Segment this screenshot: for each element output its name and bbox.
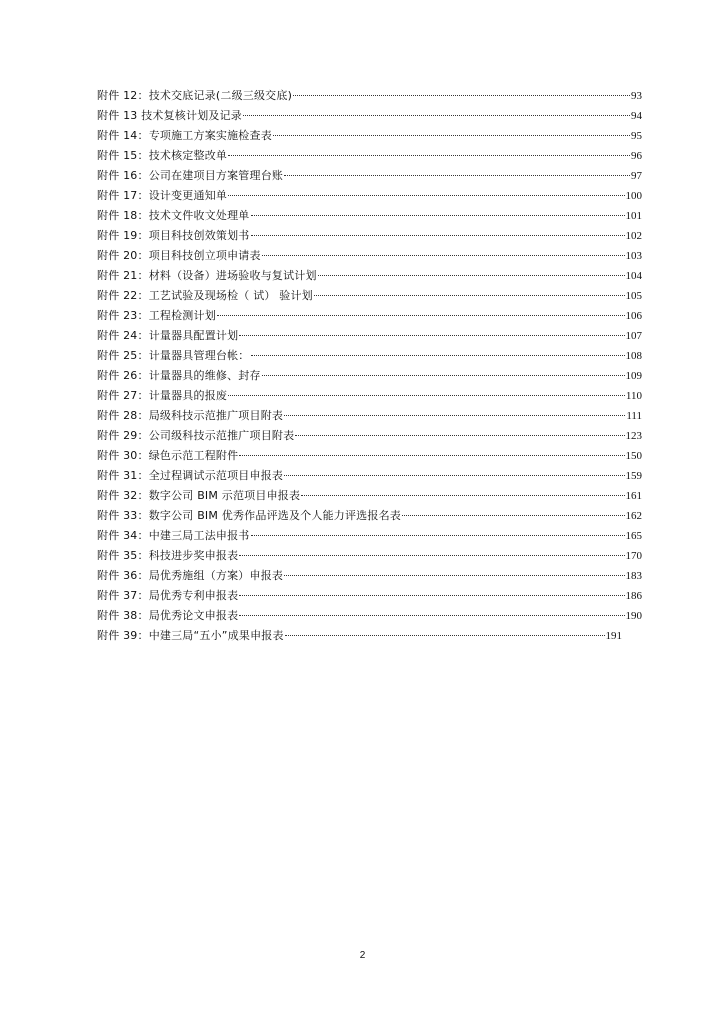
toc-entry[interactable] bbox=[97, 606, 642, 626]
toc-entry[interactable] bbox=[97, 186, 642, 206]
toc-entry-title: 附件 13 技术复核计划及记录 bbox=[97, 109, 242, 122]
toc-entry-title: 附件 25：计量器具管理台帐： bbox=[97, 349, 250, 362]
toc-dot-leader bbox=[239, 614, 624, 616]
toc-dot-leader bbox=[402, 514, 625, 516]
toc-entry-title: 附件 37：局优秀专利申报表 bbox=[97, 589, 239, 602]
toc-entry-title: 附件 23：工程检测计划 bbox=[97, 309, 216, 322]
toc-entry-title: 附件 31：全过程调试示范项目申报表 bbox=[97, 469, 284, 482]
toc-entry[interactable] bbox=[97, 386, 642, 406]
toc-dot-leader bbox=[285, 634, 605, 636]
toc-dot-leader bbox=[239, 594, 624, 596]
toc-dot-leader bbox=[251, 234, 625, 236]
toc-entry-title: 附件 26：计量器具的维修、封存 bbox=[97, 369, 261, 382]
toc-entry-title: 附件 21：材料（设备）进场验收与复试计划 bbox=[97, 269, 317, 282]
toc-dot-leader bbox=[301, 494, 624, 496]
toc-entry-title: 附件 35：科技进步奖申报表 bbox=[97, 549, 239, 562]
toc-entry-page: 109 bbox=[625, 370, 642, 382]
toc-entry-page: 108 bbox=[625, 350, 642, 362]
toc-entry[interactable] bbox=[97, 146, 642, 166]
toc-entry-title: 附件 18：技术文件收文处理单 bbox=[97, 209, 250, 222]
toc-dot-leader bbox=[217, 314, 625, 316]
toc-entry-title: 附件 30：绿色示范工程附件 bbox=[97, 449, 239, 462]
toc-dot-leader bbox=[228, 394, 625, 396]
toc-entry[interactable] bbox=[97, 106, 642, 126]
table-of-contents bbox=[97, 86, 642, 646]
toc-dot-leader bbox=[273, 134, 630, 136]
toc-entry[interactable] bbox=[97, 326, 642, 346]
toc-dot-leader bbox=[284, 414, 625, 416]
toc-entry-title: 附件 19：项目科技创效策划书 bbox=[97, 229, 250, 242]
toc-entry-page: 123 bbox=[625, 430, 642, 442]
toc-entry-page: 150 bbox=[625, 450, 642, 462]
toc-entry-title: 附件 36：局优秀施组（方案）申报表 bbox=[97, 569, 284, 582]
toc-dot-leader bbox=[228, 154, 630, 156]
toc-entry[interactable] bbox=[97, 126, 642, 146]
toc-dot-leader bbox=[318, 274, 625, 276]
toc-entry-page: 110 bbox=[625, 390, 642, 402]
toc-dot-leader bbox=[251, 534, 625, 536]
toc-entry-page: 191 bbox=[605, 630, 622, 642]
toc-entry-title: 附件 24：计量器具配置计划 bbox=[97, 329, 239, 342]
toc-entry[interactable] bbox=[97, 486, 642, 506]
toc-entry-page: 170 bbox=[625, 550, 642, 562]
toc-entry-title: 附件 38：局优秀论文申报表 bbox=[97, 609, 239, 622]
toc-entry-page: 94 bbox=[631, 110, 642, 122]
toc-entry[interactable] bbox=[97, 266, 642, 286]
toc-entry[interactable] bbox=[97, 206, 642, 226]
toc-entry[interactable] bbox=[97, 506, 642, 526]
toc-dot-leader bbox=[314, 294, 625, 296]
toc-entry-title: 附件 17：设计变更通知单 bbox=[97, 189, 228, 202]
toc-dot-leader bbox=[251, 214, 625, 216]
page-number: 2 bbox=[359, 950, 366, 961]
toc-entry-page: 95 bbox=[631, 130, 642, 142]
toc-dot-leader bbox=[262, 254, 625, 256]
toc-entry-title: 附件 22：工艺试验及现场检（ 试） 验计划 bbox=[97, 289, 313, 302]
toc-entry-page: 107 bbox=[625, 330, 642, 342]
toc-entry-page: 93 bbox=[631, 90, 642, 102]
toc-entry-title: 附件 28：局级科技示范推广项目附表 bbox=[97, 409, 284, 422]
toc-entry-page: 96 bbox=[631, 150, 642, 162]
toc-entry[interactable] bbox=[97, 426, 642, 446]
toc-entry-title: 附件 33：数字公司 BIM 优秀作品评选及个人能力评选报名表 bbox=[97, 509, 401, 522]
toc-dot-leader bbox=[239, 334, 624, 336]
toc-entry[interactable] bbox=[97, 86, 642, 106]
toc-dot-leader bbox=[251, 354, 625, 356]
toc-entry-title: 附件 34：中建三局工法申报书 bbox=[97, 529, 250, 542]
toc-entry[interactable] bbox=[97, 566, 642, 586]
toc-entry[interactable] bbox=[97, 626, 622, 646]
toc-dot-leader bbox=[284, 574, 624, 576]
toc-entry[interactable] bbox=[97, 246, 642, 266]
toc-entry-page: 111 bbox=[626, 410, 642, 422]
toc-dot-leader bbox=[295, 434, 624, 436]
toc-dot-leader bbox=[228, 194, 624, 196]
toc-entry-page: 104 bbox=[625, 270, 642, 282]
toc-dot-leader bbox=[284, 174, 630, 176]
toc-dot-leader bbox=[239, 554, 624, 556]
toc-entry-page: 97 bbox=[631, 170, 642, 182]
toc-entry-title: 附件 20：项目科技创立项申请表 bbox=[97, 249, 261, 262]
toc-entry-title: 附件 12：技术交底记录(二级三级交底) bbox=[97, 89, 293, 102]
toc-entry-title: 附件 14：专项施工方案实施检查表 bbox=[97, 129, 272, 142]
toc-entry-page: 183 bbox=[625, 570, 642, 582]
toc-entry-page: 102 bbox=[625, 230, 642, 242]
toc-entry[interactable] bbox=[97, 226, 642, 246]
toc-entry-title: 附件 29：公司级科技示范推广项目附表 bbox=[97, 429, 295, 442]
toc-entry-page: 105 bbox=[625, 290, 642, 302]
toc-dot-leader bbox=[284, 474, 624, 476]
toc-entry-title: 附件 32：数字公司 BIM 示范项目申报表 bbox=[97, 489, 301, 502]
toc-entry-title: 附件 15：技术核定整改单 bbox=[97, 149, 228, 162]
toc-entry-title: 附件 27：计量器具的报废 bbox=[97, 389, 228, 402]
toc-dot-leader bbox=[262, 374, 625, 376]
toc-entry[interactable] bbox=[97, 446, 642, 466]
toc-entry-page: 103 bbox=[625, 250, 642, 262]
toc-entry[interactable] bbox=[97, 406, 642, 426]
toc-dot-leader bbox=[293, 94, 630, 96]
toc-entry[interactable] bbox=[97, 526, 642, 546]
toc-entry-page: 190 bbox=[625, 610, 642, 622]
toc-entry-page: 101 bbox=[625, 210, 642, 222]
toc-entry[interactable] bbox=[97, 546, 642, 566]
toc-entry[interactable] bbox=[97, 586, 642, 606]
toc-entry-title: 附件 39：中建三局“五小”成果申报表 bbox=[97, 629, 284, 642]
toc-entry-page: 162 bbox=[625, 510, 642, 522]
toc-entry[interactable] bbox=[97, 166, 642, 186]
toc-entry-page: 100 bbox=[625, 190, 642, 202]
toc-entry[interactable] bbox=[97, 346, 642, 366]
toc-entry[interactable] bbox=[97, 286, 642, 306]
toc-entry-page: 106 bbox=[625, 310, 642, 322]
toc-entry[interactable] bbox=[97, 366, 642, 386]
toc-entry-page: 186 bbox=[625, 590, 642, 602]
toc-entry-page: 161 bbox=[625, 490, 642, 502]
toc-entry-page: 165 bbox=[625, 530, 642, 542]
toc-dot-leader bbox=[239, 454, 624, 456]
toc-entry-title: 附件 16：公司在建项目方案管理台账 bbox=[97, 169, 284, 182]
toc-entry-page: 159 bbox=[625, 470, 642, 482]
toc-dot-leader bbox=[243, 114, 630, 116]
toc-entry[interactable] bbox=[97, 306, 642, 326]
toc-entry[interactable] bbox=[97, 466, 642, 486]
